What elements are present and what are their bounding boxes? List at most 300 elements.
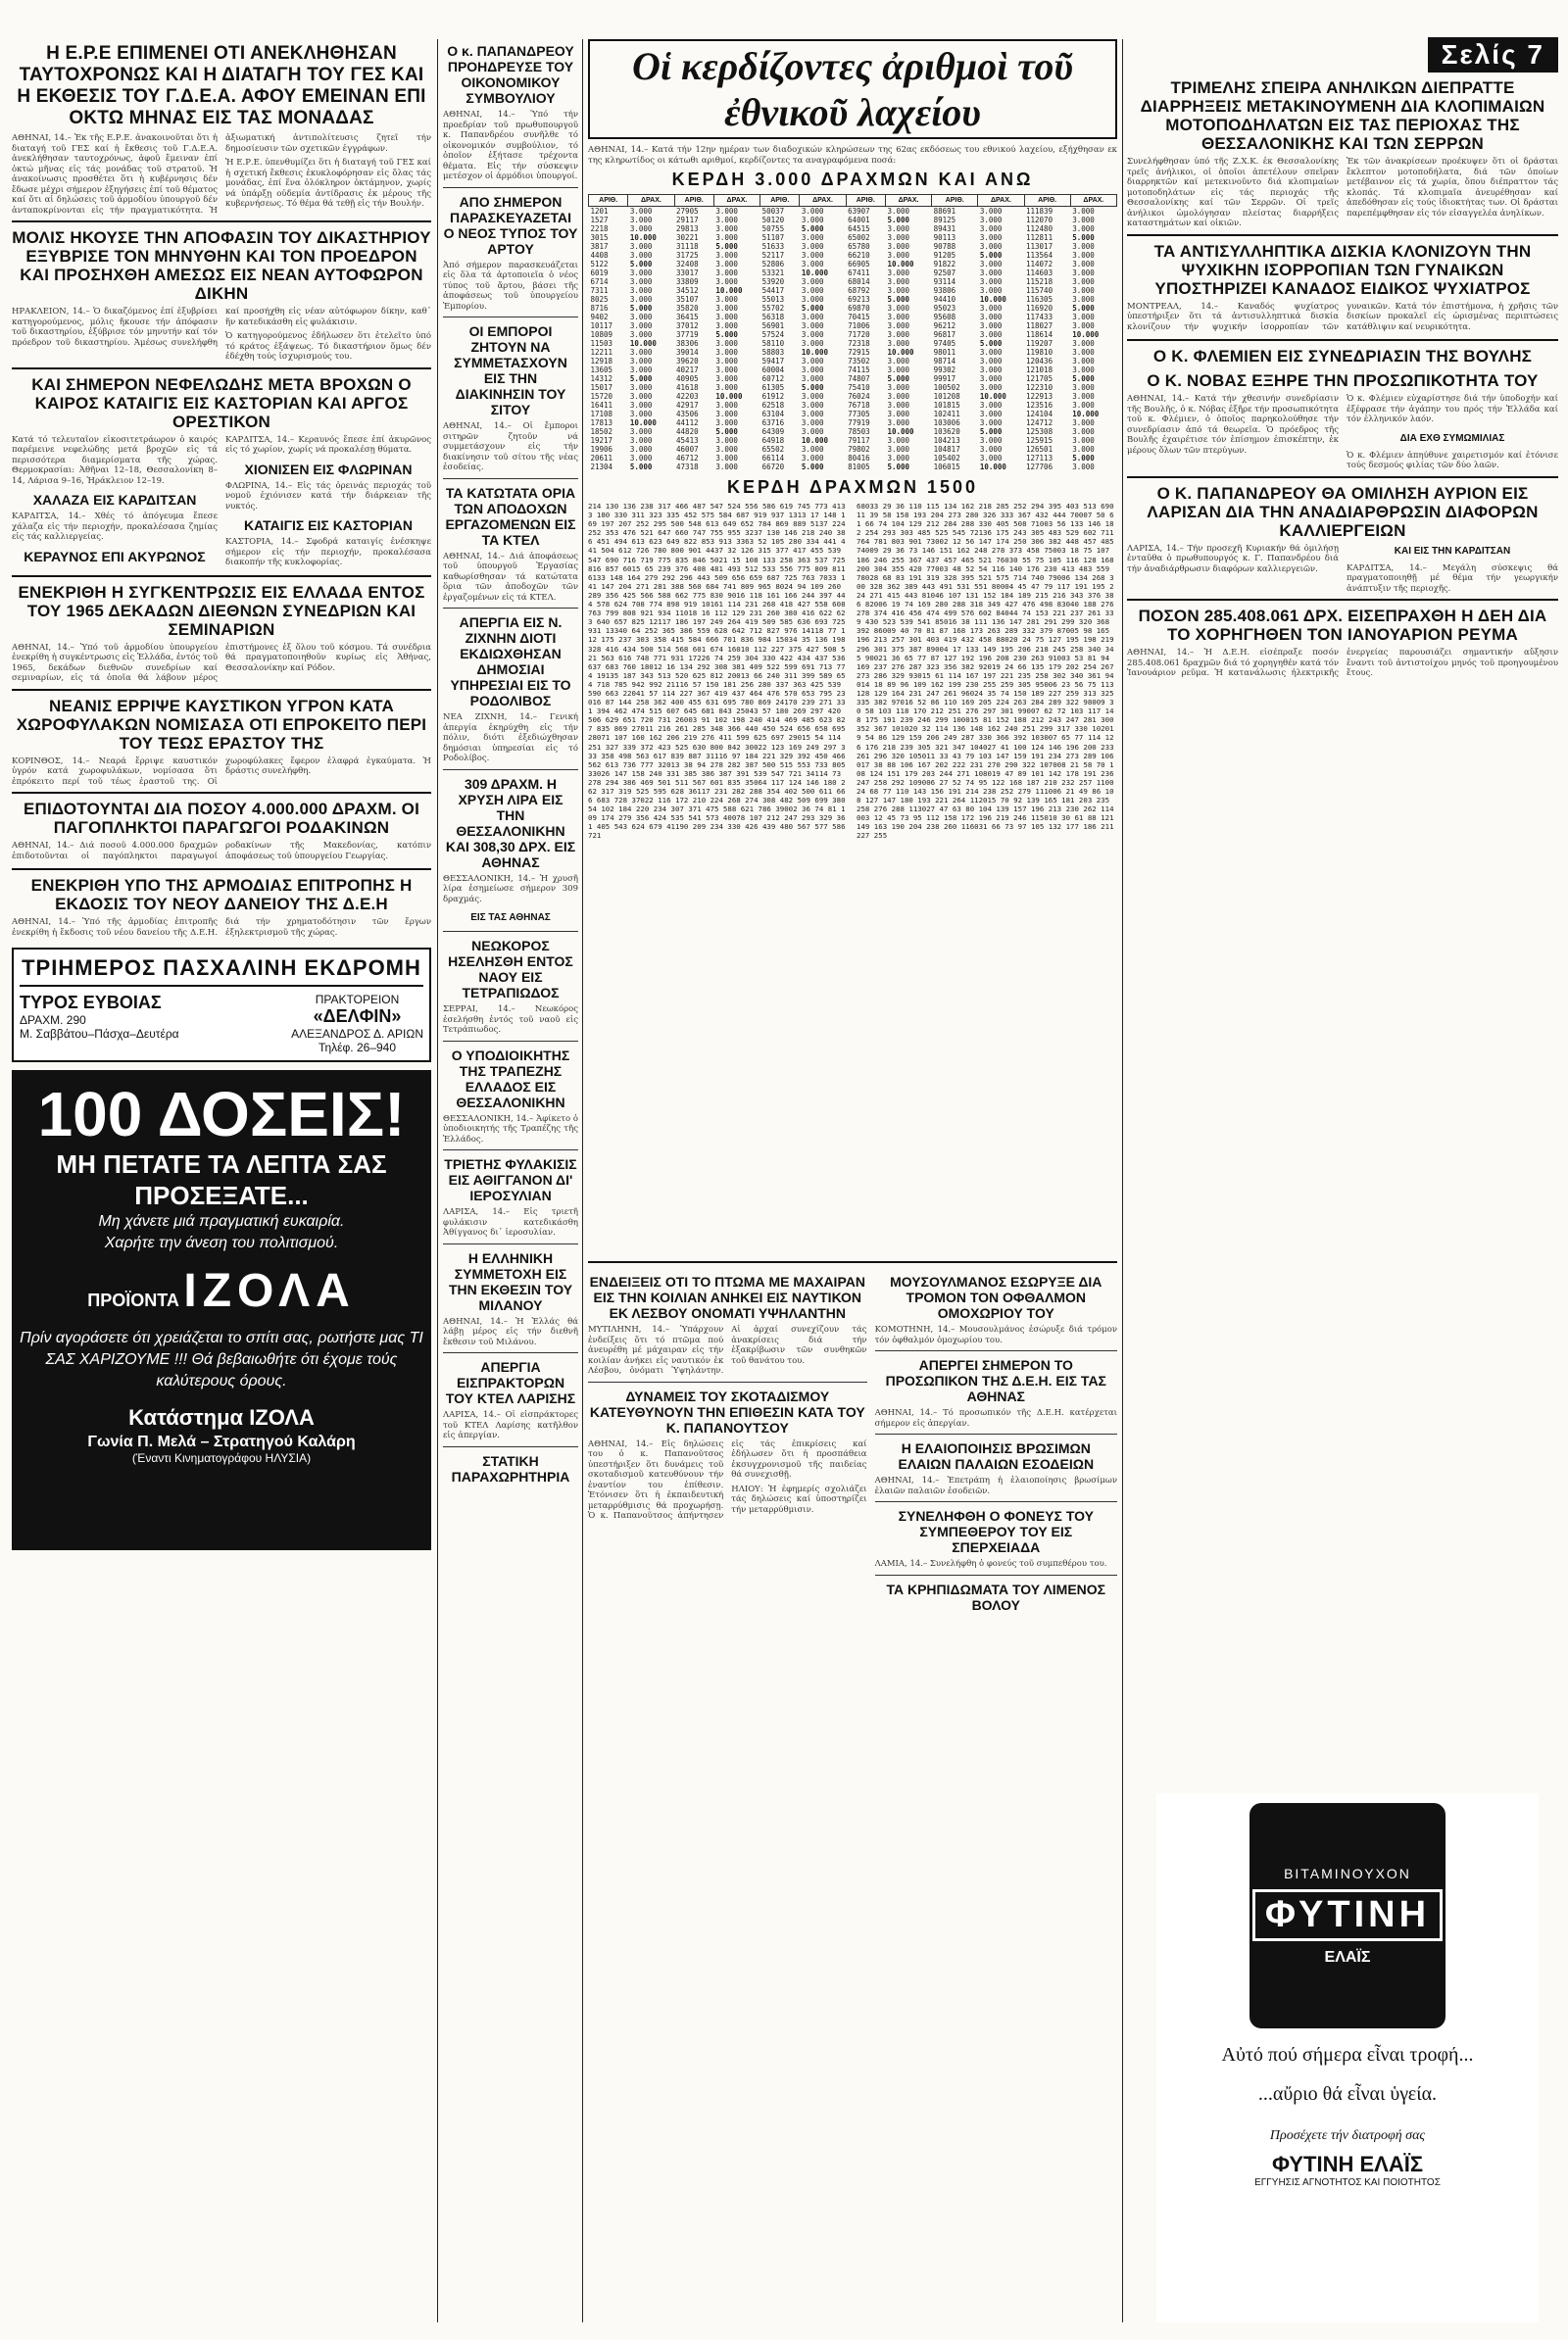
lottery-number: 116920 [1026, 304, 1054, 313]
lottery-number: 8025 [590, 295, 609, 304]
lottery-amount: 10.000 [801, 268, 828, 277]
lottery-number: 6019 [590, 268, 609, 277]
lottery-amount: 3.000 [801, 454, 824, 463]
lottery-number: 19217 [590, 436, 613, 445]
ad-brand: ΙΖΟΛΑ [183, 1265, 356, 1317]
lottery-amount: 3.000 [801, 392, 824, 401]
lottery-amount: 5.000 [979, 427, 1003, 436]
lottery-row [589, 374, 1117, 383]
body-text: ΛΑΜΙΑ, 14.– Συνελήφθη ὁ φονεύς τοῦ συμπεθέρου του. [874, 1559, 1107, 1569]
ad-text: Πρίν αγοράσετε ότι χρειάζεται το σπίτι σας, ρωτήστε μας ΤΙ ΣΑΣ ΧΑΡΙΖΟΥΜΕ !!! Θά βεβαιωθήτε ότι έχομε τούς καλύτερους όρους. [20, 1330, 423, 1389]
lottery-amount: 3.000 [1072, 418, 1095, 427]
lottery-number: 66114 [761, 454, 785, 463]
lottery-number: 31118 [676, 242, 699, 251]
headline: ΤΡΙΕΤΗΣ ΦΥΛΑΚΙΣΙΣ ΕΙΣ ΑΘΙΓΓΑΝΟΝ ΔΙ' ΙΕΡΟΣΥΛΙΑΝ [444, 1156, 577, 1203]
lottery-amount: 3.000 [887, 357, 910, 366]
headline: ΟΙ ΕΜΠΟΡΟΙ ΖΗΤΟΥΝ ΝΑ ΣΥΜΜΕΤΑΣΧΟΥΝ ΕΙΣ ΤΗΝ ΔΙΑΚΙΝΗΣΙΝ ΤΟΥ ΣΙΤΟΥ [454, 323, 567, 417]
lottery-amount: 3.000 [887, 286, 910, 295]
lottery-number: 51107 [761, 233, 785, 242]
lottery-number: 55013 [761, 295, 785, 304]
headline: Η ΕΛΛΗΝΙΚΗ ΣΥΜΜΕΤΟΧΗ ΕΙΣ ΤΗΝ ΕΚΘΕΣΙΝ ΤΟΥ ΜΙΛΑΝΟΥ [448, 1249, 573, 1313]
headline: ΜΟΥΣΟΥΛΜΑΝΟΣ ΕΣΩΡΥΞΕ ΔΙΑ ΤΡΟΜΟΝ ΤΟΝ ΟΦΘΑΛΜΟΝ ΟΜΟΧΩΡΙΟΥ ΤΟΥ [890, 1274, 1102, 1321]
lottery-amount: 5.000 [715, 242, 738, 251]
body-text: ΛΑΡΙΣΑ, 14.– Εἰς τριετῆ φυλάκισιν κατεδικάσθη Ἀθίγγανος δι᾿ ἱεροσυλίαν. [443, 1207, 578, 1238]
lottery-number: 119207 [1026, 339, 1054, 348]
article-body [12, 756, 431, 788]
lottery-amount: 10.000 [979, 295, 1006, 304]
lottery-row [589, 410, 1117, 418]
lottery-amount: 3.000 [629, 330, 653, 339]
subheadline: ΕΙΣ ΤΑΣ ΑΘΗΝΑΣ [470, 912, 551, 923]
lottery-row [589, 216, 1117, 224]
lottery-row [589, 304, 1117, 313]
lottery-amount: 3.000 [1072, 445, 1095, 454]
lottery-number: 66210 [848, 251, 870, 260]
lottery-amount: 3.000 [1072, 224, 1095, 233]
lottery-amount: 3.000 [979, 321, 1003, 330]
lottery-number: 3015 [590, 233, 609, 242]
lottery-number: 53321 [761, 268, 785, 277]
lottery-amount: 3.000 [1072, 366, 1095, 374]
ad-agency-label: ΠΡΑΚΤΟΡΕΙΟΝ [315, 993, 400, 1006]
lottery-amount: 3.000 [887, 321, 910, 330]
lottery-amount: 3.000 [1072, 348, 1095, 357]
lottery-amount: 10.000 [979, 463, 1006, 471]
lottery-amount: 3.000 [715, 251, 738, 260]
lottery-amount: 5.000 [979, 251, 1003, 260]
body-text: ΑΘΗΝΑΙ, 14.– Κατά τήν χθεσινήν συνεδρίασιν τῆς Βουλῆς, ὁ κ. Νόβας ἐξῆρε τήν προσωπικότητα τοῦ κ. Φλέμιεν, ὁ ὁποῖος παρηκολούθησε τήν συνεδρίασιν ἀπό τά θεωρεῖα. Ὁ πρόεδρος τῆς Βουλῆς ἐχαιρέτισε τόν ἐπίσημον ἐπισκέπτην, ἐκ μέρους ὅλων τῶν πτερύγων. [1127, 394, 1339, 456]
lottery-amount: 3.000 [629, 454, 653, 463]
lottery-number: 17813 [590, 418, 613, 427]
lottery-amount: 3.000 [1072, 251, 1095, 260]
lottery-number: 93806 [933, 286, 956, 295]
lottery-col-number-header: ΑΡΙΘ. [760, 195, 800, 207]
lottery-amount: 3.000 [887, 339, 910, 348]
lottery-number: 15017 [590, 383, 613, 392]
lottery-amount: 5.000 [801, 304, 824, 313]
lottery-number: 37719 [676, 330, 699, 339]
lottery-number: 46712 [676, 454, 699, 463]
headline: ΕΠΙΔΟΤΟΥΝΤΑΙ ΔΙΑ ΠΟΣΟΥ 4.000.000 ΔΡΑΧΜ. ΟΙ ΠΑΓΟΠΛΗΚΤΟΙ ΠΑΡΑΓΩΓΟΙ ΡΟΔΑΚΙΝΩΝ [23, 800, 420, 837]
lottery-number: 47318 [676, 463, 699, 471]
lottery-number: 122913 [1026, 392, 1054, 401]
lottery-number: 14312 [590, 374, 613, 383]
lottery-number: 99917 [933, 374, 956, 383]
lottery-amount: 3.000 [629, 216, 653, 224]
body-text: ΛΑΡΙΣΑ, 14.– Οἱ εἰσπράκτορες τοῦ ΚΤΕΛ Λαρίσης κατῆλθον εἰς ἀπεργίαν. [443, 1410, 578, 1440]
column-rule [437, 39, 438, 2322]
lottery-number: 112070 [1026, 216, 1054, 224]
lottery-amount: 3.000 [629, 383, 653, 392]
lottery-amount: 3.000 [715, 445, 738, 454]
lottery-number: 69213 [848, 295, 870, 304]
lottery-number: 114072 [1026, 260, 1054, 268]
lottery-amount: 5.000 [979, 339, 1003, 348]
lottery-number: 67411 [848, 268, 870, 277]
lottery-amount: 3.000 [979, 224, 1003, 233]
lottery-number: 100502 [933, 383, 960, 392]
lottery-banner: Οἱ κερδίζοντες ἀριθμοὶ τοῦ ἐθνικοῦ λαχείου [588, 39, 1117, 139]
body-text: ΘΕΣΣΑΛΟΝΙΚΗ, 14.– Ἀφίκετο ὁ ὑποδιοικητής τῆς Τραπέζης τῆς Ἑλλάδος. [443, 1113, 578, 1145]
headline: ΠΟΣΟΝ 285.408.061 ΔΡΧ. ΕΙΣΕΠΡΑΧΘΗ Η ΔΕΗ ΔΙΑ ΤΟ ΧΟΡΗΓΗΘΕΝ ΤΟΝ ΙΑΝΟΥΑΡΙΟΝ ΡΕΥΜΑ [1138, 607, 1547, 644]
body-text: ΣΕΡΡΑΙ, 14.– Νεωκόρος ἐσελήσθη ἐντός τοῦ ναοῦ εἰς Τετράπιωδος. [443, 1004, 578, 1035]
lottery-amount: 3.000 [979, 242, 1003, 251]
lottery-number: 70415 [848, 313, 870, 321]
ad-owner: ΑΛΕΞΑΝΔΡΟΣ Δ. ΑΡΙΩΝ [291, 1027, 423, 1041]
lottery-amount: 3.000 [979, 348, 1003, 357]
lottery-number: 72318 [848, 339, 870, 348]
lottery-amount: 3.000 [887, 207, 910, 216]
ad-address: Γωνία Π. Μελά – Στρατηγού Καλάρη [87, 1434, 356, 1450]
lottery-amount: 5.000 [629, 463, 653, 471]
lottery-amount: 3.000 [887, 418, 910, 427]
lottery-amount: 3.000 [629, 242, 653, 251]
lottery-number: 123516 [1026, 401, 1054, 410]
lottery-row [589, 436, 1117, 445]
lottery-amount: 3.000 [887, 392, 910, 401]
lottery-number: 44820 [676, 427, 699, 436]
lottery-row [589, 242, 1117, 251]
headline: ΕΝΕΚΡΙΘΗ ΥΠΟ ΤΗΣ ΑΡΜΟΔΙΑΣ ΕΠΙΤΡΟΠΗΣ Η ΕΚΔΟΣΙΣ ΤΟΥ ΝΕΟΥ ΔΑΝΕΙΟΥ ΤΗΣ Δ.Ε.Η [30, 876, 413, 913]
lottery-amount: 3.000 [715, 268, 738, 277]
ad-vitamin-label: ΒΙΤΑΜΙΝΟΥΧΟΝ [1284, 1865, 1411, 1881]
lottery-number: 6714 [590, 277, 609, 286]
lottery-section-header: ΚΕΡΔΗ 3.000 ΔΡΑΧΜΩΝ ΚΑΙ ΑΝΩ [671, 170, 1034, 189]
travel-ad [12, 948, 431, 1062]
lottery-amount: 3.000 [629, 445, 653, 454]
lottery-col-amount-header: ΔΡΑΧ. [885, 195, 931, 207]
lottery-number: 8716 [590, 304, 609, 313]
lottery-amount: 3.000 [979, 454, 1003, 463]
headline: ΕΝΕΚΡΙΘΗ Η ΣΥΓΚΕΝΤΡΩΣΙΣ ΕΙΣ ΕΛΛΑΔΑ ΕΝΤΟΣ ΤΟΥ 1965 ΔΕΚΑΔΩΝ ΔΙΕΘΝΩΝ ΣΥΝΕΔΡΙΩΝ ΚΑΙ ΣΕΜΙΝΑΡΙΩΝ [18, 582, 425, 639]
lottery-amount: 3.000 [887, 401, 910, 410]
lottery-amount: 3.000 [715, 207, 738, 216]
lottery-amount: 3.000 [887, 313, 910, 321]
lottery-number: 11503 [590, 339, 613, 348]
lottery-row [589, 268, 1117, 277]
subheadline: ΚΑΙ ΕΙΣ ΤΗΝ ΚΑΡΔΙΤΣΑΝ [1394, 545, 1511, 557]
ad-text: Μη χάνετε μιά πραγματική ευκαιρία. [98, 1213, 345, 1230]
lottery-row [589, 339, 1117, 348]
lottery-number: 10809 [590, 330, 613, 339]
lottery-number: 55702 [761, 304, 785, 313]
lottery-amount: 3.000 [801, 286, 824, 295]
headline: ΜΟΛΙΣ ΗΚΟΥΣΕ ΤΗΝ ΑΠΟΦΑΣΙΝ ΤΟΥ ΔΙΚΑΣΤΗΡΙΟΥ ΕΞΥΒΡΙΣΕ ΤΟΝ ΜΗΝΥΘΗΝ ΚΑΙ ΤΟΝ ΠΡΟΕΔΡΟΝ ΚΑΙ ΠΡΟΣΗΧΘΗ ΑΜΕΣΩΣ ΕΙΣ ΝΕΑΝ ΑΥΤΟΦΩΡΟΝ ΔΙΚΗΝ [12, 228, 431, 303]
lottery-number: 61305 [761, 383, 785, 392]
lottery-amount: 10.000 [1072, 410, 1100, 418]
lottery-number: 68014 [848, 277, 870, 286]
lower-right [875, 1268, 1117, 1617]
lottery-amount: 3.000 [715, 313, 738, 321]
lottery-row [589, 427, 1117, 436]
lottery-amount: 10.000 [887, 348, 914, 357]
lottery-row [589, 224, 1117, 233]
lottery-number: 43506 [676, 410, 699, 418]
lottery-number: 50037 [761, 207, 785, 216]
lottery-number: 12918 [590, 357, 613, 366]
lottery-row [589, 401, 1117, 410]
lottery-number: 12211 [590, 348, 613, 357]
ad-left [20, 993, 179, 1054]
body-text: ΘΕΣΣΑΛΟΝΙΚΗ, 14.– Ἡ χρυσῆ λίρα ἐσημείωσε σήμερον 309 δραχμάς. [443, 873, 578, 904]
lottery-amount: 3.000 [629, 251, 653, 260]
lottery-number: 76024 [848, 392, 870, 401]
lottery-amount: 3.000 [801, 410, 824, 418]
lottery-number: 1527 [590, 216, 609, 224]
headline: Ο Κ. ΝΟΒΑΣ ΕΞΗΡΕ ΤΗΝ ΠΡΟΣΩΠΙΚΟΤΗΤΑ ΤΟΥ [1147, 371, 1539, 390]
lottery-amount: 5.000 [1072, 304, 1095, 313]
lottery-amount: 3.000 [629, 392, 653, 401]
article-body [1127, 157, 1558, 229]
lottery-amount: 5.000 [629, 260, 653, 268]
lottery-number: 75410 [848, 383, 870, 392]
lottery-number: 77305 [848, 410, 870, 418]
headline: ΤΑ ΑΝΤΙΣΥΛΛΗΠΤΙΚΑ ΔΙΣΚΙΑ ΚΛΟΝΙΖΟΥΝ ΤΗΝ ΨΥΧΙΚΗΝ ΙΣΟΡΡΟΠΙΑΝ ΤΩΝ ΓΥΝΑΙΚΩΝ ΥΠΟΣΤΗΡΙΖΕΙ ΚΑΝΑΔΟΣ ΕΙΔΙΚΟΣ ΨΥΧΙΑΤΡΟΣ [1153, 241, 1532, 298]
ad-address-note: (Έναντι Κινηματογράφου ΗΛΥΣΙΑ) [131, 1451, 312, 1465]
lottery-number: 40217 [676, 366, 699, 374]
body-text: ΑΘΗΝΑΙ, 14.– Τό προσωπικόν τῆς Δ.Ε.Η. κατέρχεται σήμερον εἰς ἀπεργίαν. [874, 1408, 1117, 1429]
lottery-number: 101208 [933, 392, 960, 401]
lottery-row [589, 277, 1117, 286]
lottery-number: 29813 [676, 224, 699, 233]
lottery-number: 64918 [761, 436, 785, 445]
body-text: ΑΘΗΝΑΙ, 14.– Ὑπό τοῦ ἁρμοδίου ὑπουργείου ἐνεκρίθη ἡ συγκέντρωσις εἰς Ἑλλάδα, ἐντός τοῦ 1965, δεκάδων διεθνῶν συνεδρίων καί σεμιναρίων, εἰς τά ὁποῖα θά λάβουν μέρος ἐπιστήμονες ἐξ ὅλου τοῦ κόσμου. Τά συνέδρια θά πραγματοποιηθοῦν κυρίως εἰς Ἀθήνας, Θεσσαλονίκην καί Ρόδον. [12, 642, 431, 683]
lottery-amount: 3.000 [979, 374, 1003, 383]
lottery-number: 45413 [676, 436, 699, 445]
lottery-number: 96817 [933, 330, 956, 339]
lottery-number: 36415 [676, 313, 699, 321]
lottery-amount: 3.000 [715, 374, 738, 383]
lottery-number: 114603 [1026, 268, 1054, 277]
lottery-amount: 3.000 [801, 321, 824, 330]
lower-left [588, 1268, 867, 1617]
lottery-amount: 3.000 [1072, 357, 1095, 366]
article-body [12, 643, 431, 684]
lottery-amount: 3.000 [715, 401, 738, 410]
lottery-number: 66720 [761, 463, 785, 471]
lottery-row [589, 260, 1117, 268]
lottery-number: 27905 [676, 207, 699, 216]
lottery-number: 38306 [676, 339, 699, 348]
lottery-amount: 3.000 [887, 366, 910, 374]
lottery-amount: 3.000 [979, 207, 1003, 216]
lottery-amount: 3.000 [801, 233, 824, 242]
lottery-number: 115740 [1026, 286, 1054, 295]
lottery-amount: 10.000 [887, 427, 914, 436]
lottery-row [589, 418, 1117, 427]
lottery-amount: 3.000 [1072, 216, 1095, 224]
lottery-number: 77919 [848, 418, 870, 427]
lottery-amount: 3.000 [1072, 401, 1095, 410]
lottery-amount: 3.000 [715, 260, 738, 268]
lottery-amount: 3.000 [1072, 436, 1095, 445]
lottery-amount: 3.000 [715, 348, 738, 357]
lottery-amount: 3.000 [1072, 277, 1095, 286]
lottery-amount: 3.000 [715, 277, 738, 286]
lottery-amount: 3.000 [887, 224, 910, 233]
lottery-number: 121018 [1026, 366, 1054, 374]
lottery-amount: 5.000 [715, 427, 738, 436]
body-text: Ὁ κατηγορούμενος ἐδήλωσεν ὅτι ἐτελεῖτο ὑπό τό κράτος ἐξάψεως. Τό δικαστήριον ὅμως δέν ἐδέχθη τούς ἰσχυρισμούς του. [225, 331, 431, 362]
lottery-amount: 3.000 [715, 339, 738, 348]
body-text: ΚΟΡΙΝΘΟΣ, 14.– Νεαρά ἔρριψε καυστικόν ὑγρόν κατά χωροφυλάκων, νομίσασα ὅτι ἐπρόκειτο περί τοῦ τέως ἐραστοῦ της. Οἱ χωροφύλακες ἔφερον ἐλαφρά ἐγκαύματα. Ἡ δράστις συνελήφθη. [12, 756, 431, 787]
lottery-amount: 5.000 [1072, 233, 1095, 242]
lottery-number: 74807 [848, 374, 870, 383]
headline: ΕΝΔΕΙΞΕΙΣ ΟΤΙ ΤΟ ΠΤΩΜΑ ΜΕ ΜΑΧΑΙΡΑΝ ΕΙΣ ΤΗΝ ΚΟΙΛΙΑΝ ΑΝΗΚΕΙ ΕΙΣ ΝΑΥΤΙΚΟΝ ΕΚ ΛΕΣΒΟΥ ΟΝΟΜΑΤΙ ΥΨΗΛΑΝΤΗΝ [589, 1274, 865, 1321]
lottery-number: 41618 [676, 383, 699, 392]
ad-shop: Κατάστημα ΙΖΟΛΑ [128, 1405, 315, 1430]
lottery-amount: 3.000 [887, 436, 910, 445]
subheadline: ΧΑΛΑΖΑ ΕΙΣ ΚΑΡΔΙΤΣΑΝ [32, 492, 197, 508]
article-body [1127, 544, 1558, 595]
lottery-amount: 5.000 [1072, 374, 1095, 383]
lottery-amount: 3.000 [1072, 260, 1095, 268]
body-text: ΑΘΗΝΑΙ, 14.– Ἐπετράπη ἡ ἐλαιοποίησις βρωσίμων ἐλαιῶν παλαιῶν ἐσοδειῶν. [874, 1476, 1117, 1496]
lottery-amount: 10.000 [979, 392, 1006, 401]
lottery-number: 72915 [848, 348, 870, 357]
lottery-amount: 10.000 [801, 436, 828, 445]
lottery-amount: 3.000 [979, 436, 1003, 445]
lower-articles [588, 1268, 1117, 1617]
lottery-number: 103620 [933, 427, 960, 436]
lottery-amount: 3.000 [979, 383, 1003, 392]
lottery-number: 15720 [590, 392, 613, 401]
lottery-number: 80416 [848, 454, 870, 463]
lottery-col-amount-header: ΔΡΑΧ. [628, 195, 674, 207]
lottery-amount: 3.000 [801, 339, 824, 348]
lottery-amount: 3.000 [801, 260, 824, 268]
lottery-number: 58803 [761, 348, 785, 357]
column-rule [1122, 39, 1123, 2322]
headline: ΚΑΙ ΣΗΜΕΡΟΝ ΝΕΦΕΛΩΔΗΣ ΜΕΤΑ ΒΡΟΧΩΝ Ο ΚΑΙΡΟΣ ΚΑΤΑΙΓΙΣ ΕΙΣ ΚΑΣΤΟΡΙΑΝ ΚΑΙ ΑΡΓΟΣ ΟΡΕΣΤΙΚΟΝ [31, 374, 412, 431]
lottery-row [589, 383, 1117, 392]
lottery-amount: 3.000 [801, 330, 824, 339]
lottery-amount: 3.000 [1072, 392, 1095, 401]
lottery-number: 124104 [1026, 410, 1054, 418]
lottery-amount: 3.000 [887, 268, 910, 277]
lottery-amount: 3.000 [1072, 242, 1095, 251]
lottery-number: 118027 [1026, 321, 1054, 330]
lottery-amount: 10.000 [715, 392, 743, 401]
lottery-number: 117433 [1026, 313, 1054, 321]
lottery-number: 64515 [848, 224, 870, 233]
lottery-number: 65780 [848, 242, 870, 251]
lottery-number: 21304 [590, 463, 613, 471]
lottery-number: 113564 [1026, 251, 1054, 260]
lottery-number: 118614 [1026, 330, 1054, 339]
ad-slogan: Αὐτό πού σήμερα εἶναι τροφή... [1221, 2044, 1474, 2066]
body-text: ΛΑΡΙΣΑ, 14.– Τήν προσεχῆ Κυριακήν θά ὁμιλήσῃ ἐνταῦθα ὁ πρωθυπουργός κ. Γ. Παπανδρέου διά τήν ἀναδιάρθρωσιν διαφόρων καλλιεργειῶν. [1127, 543, 1339, 574]
lottery-amount: 5.000 [801, 463, 824, 471]
lottery-amount: 3.000 [715, 233, 738, 242]
lottery-amount: 5.000 [887, 463, 910, 471]
lottery-row [589, 392, 1117, 401]
ad-dates: Μ. Σαββάτου–Πάσχα–Δευτέρα [20, 1027, 179, 1041]
lottery-number: 92507 [933, 268, 956, 277]
lottery-number: 106015 [933, 463, 960, 471]
article-body [12, 841, 431, 863]
lottery-amount: 5.000 [1072, 454, 1095, 463]
lottery-amount: 3.000 [801, 295, 824, 304]
lottery-number: 13605 [590, 366, 613, 374]
lottery-number: 35820 [676, 304, 699, 313]
lottery-number: 30221 [676, 233, 699, 242]
lottery-amount: 3.000 [715, 410, 738, 418]
lottery-number: 40905 [676, 374, 699, 383]
lottery-amount: 3.000 [801, 374, 824, 383]
lottery-row [589, 295, 1117, 304]
body-text: ΦΛΩΡΙΝΑ, 14.– Εἰς τάς ὀρεινάς περιοχάς τοῦ νομοῦ ἐχιόνισεν κατά τήν διάρκειαν τῆς νυκτός. [225, 480, 431, 512]
lottery-number: 17108 [590, 410, 613, 418]
lottery-number: 50755 [761, 224, 785, 233]
body-text: ΗΡΑΚΛΕΙΟΝ, 14.– Ὁ δικαζόμενος ἐπί ἐξυβρίσει κατηγορούμενος, μόλις ἤκουσε τήν ἀπόφασιν τοῦ δικαστηρίου, ἐξύβρισε τόν μηνυτήν καί τόν πρόεδρον τοῦ δικαστηρίου. Ἀμέσως συνελήφθη καί προσήχθη εἰς νέαν αὐτόφωρον δίκην, καθ᾿ ἥν κατεδικάσθη εἰς φυλάκισιν. [12, 307, 431, 348]
lottery-amount: 3.000 [887, 304, 910, 313]
lottery-amount: 3.000 [979, 216, 1003, 224]
lottery-number: 58110 [761, 339, 785, 348]
lottery-amount: 3.000 [629, 313, 653, 321]
headline: ΝΕΑΝΙΣ ΕΡΡΙΨΕ ΚΑΥΣΤΙΚΟΝ ΥΓΡΟΝ ΚΑΤΑ ΧΩΡΟΦΥΛΑΚΩΝ ΝΟΜΙΣΑΣΑ ΟΤΙ ΕΠΡΟΚΕΙΤΟ ΠΕΡΙ ΤΟΥ ΤΕΩΣ ΕΡΑΣΤΟΥ ΤΗΣ [16, 696, 427, 753]
lottery-amount: 3.000 [801, 207, 824, 216]
lottery-amount: 10.000 [1072, 330, 1100, 339]
lottery-number: 44112 [676, 418, 699, 427]
body-text: ΑΘΗΝΑΙ, 14.– Ἡ Δ.Ε.Η. εἰσέπραξε ποσόν 285.408.061 δραχμῶν διά τό χορηγηθέν κατά τόν Ἰανουάριον ρεῦμα. Ἡ κατανάλωσις ἠλεκτρικῆς ἐνεργείας παρουσιάζει σημαντικήν αὔξησιν ἔναντι τοῦ ἀντιστοίχου μηνός τοῦ προηγουμένου ἔτους. [1127, 648, 1558, 678]
lottery-amount: 3.000 [715, 418, 738, 427]
lottery-amount: 10.000 [715, 286, 743, 295]
lottery-amount: 3.000 [979, 366, 1003, 374]
lottery-number: 39620 [676, 357, 699, 366]
article-body [588, 1325, 867, 1377]
article-body [1127, 648, 1558, 681]
lottery-amount: 3.000 [629, 427, 653, 436]
lottery-amount: 3.000 [629, 277, 653, 286]
lottery-number: 76718 [848, 401, 870, 410]
lottery-number: 31725 [676, 251, 699, 260]
lottery-number: 4408 [590, 251, 609, 260]
lottery-amount: 3.000 [887, 454, 910, 463]
lottery-number: 39014 [676, 348, 699, 357]
ad-price: ΔΡΑΧΜ. 290 [20, 1013, 86, 1027]
ad-headline: 100 ΔΟΣΕΙΣ! [37, 1079, 406, 1149]
lottery-amount: 3.000 [801, 313, 824, 321]
lottery-number: 19906 [590, 445, 613, 454]
body-text: ΑΘΗΝΑΙ, 14.– Εἰς δηλώσεις του ὁ κ. Παπανοῦτσος ὑπεστήριξεν ὅτι δυνάμεις τοῦ σκοταδισμοῦ κατευθύνουν τήν ἐναντίον του ἐπίθεσιν. Ἐτόνισεν ὅτι ἡ ἐκπαιδευτική μεταρρύθμισις θά προχωρήσῃ. Ὁ κ. Παπανοῦτσος ἀπήντησεν εἰς τάς ἐπικρίσεις καί ἐδήλωσεν ὅτι ἡ προσπάθεια ἐκσυγχρονισμοῦ τῆς παιδείας θά συνεχισθῇ. [588, 1438, 867, 1521]
headline: ΤΡΙΜΕΛΗΣ ΣΠΕΙΡΑ ΑΝΗΛΙΚΩΝ ΔΙΕΠΡΑΤΤΕ ΔΙΑΡΡΗΞΕΙΣ ΜΕΤΑΚΙΝΟΥΜΕΝΗ ΔΙΑ ΚΛΟΠΙΜΑΙΩΝ ΜΟΤΟΠΟΔΗΛΑΤΩΝ ΕΙΣ ΤΑΣ ΠΕΡΙΟΧΑΣ ΤΗΣ ΘΕΣΣΑΛΟΝΙΚΗΣ ΚΑΙ ΤΩΝ ΣΕΡΡΩΝ [1140, 78, 1545, 153]
lottery-amount: 3.000 [1072, 463, 1095, 471]
ad-line: ΜΗ ΠΕΤΑΤΕ ΤΑ ΛΕΠΤΑ ΣΑΣ [56, 1149, 387, 1179]
lottery-amount: 3.000 [801, 242, 824, 251]
lottery-number: 127706 [1026, 463, 1054, 471]
headline: ΣΤΑΤΙΚΗ ΠΑΡΑΧΩΡΗΤΗΡΙΑ [451, 1452, 570, 1485]
column-1 [12, 37, 431, 1550]
lottery-number: 95608 [933, 313, 956, 321]
lottery-number: 33017 [676, 268, 699, 277]
lottery-number: 50120 [761, 216, 785, 224]
lottery-number: 90113 [933, 233, 956, 242]
lottery-amount: 3.000 [979, 330, 1003, 339]
lottery-number: 112811 [1026, 233, 1054, 242]
lottery-row [589, 286, 1117, 295]
lottery-amount: 5.000 [715, 330, 738, 339]
lottery-amount: 3.000 [629, 357, 653, 366]
lottery-number: 42917 [676, 401, 699, 410]
page-number-row [1127, 37, 1558, 73]
lottery-number: 112480 [1026, 224, 1054, 233]
lottery-number: 124712 [1026, 418, 1054, 427]
body-text: ΗΛΙΟΥ: Ἡ ἐφημερίς σχολιάζει τάς δηλώσεις καί ὑποστηρίζει τήν μεταρρύθμισιν. [731, 1484, 867, 1515]
lottery-number: 66905 [848, 260, 870, 268]
lottery-amount: 3.000 [801, 366, 824, 374]
ad-products-label: ΠΡΟΪΟΝΤΑ [87, 1291, 179, 1310]
